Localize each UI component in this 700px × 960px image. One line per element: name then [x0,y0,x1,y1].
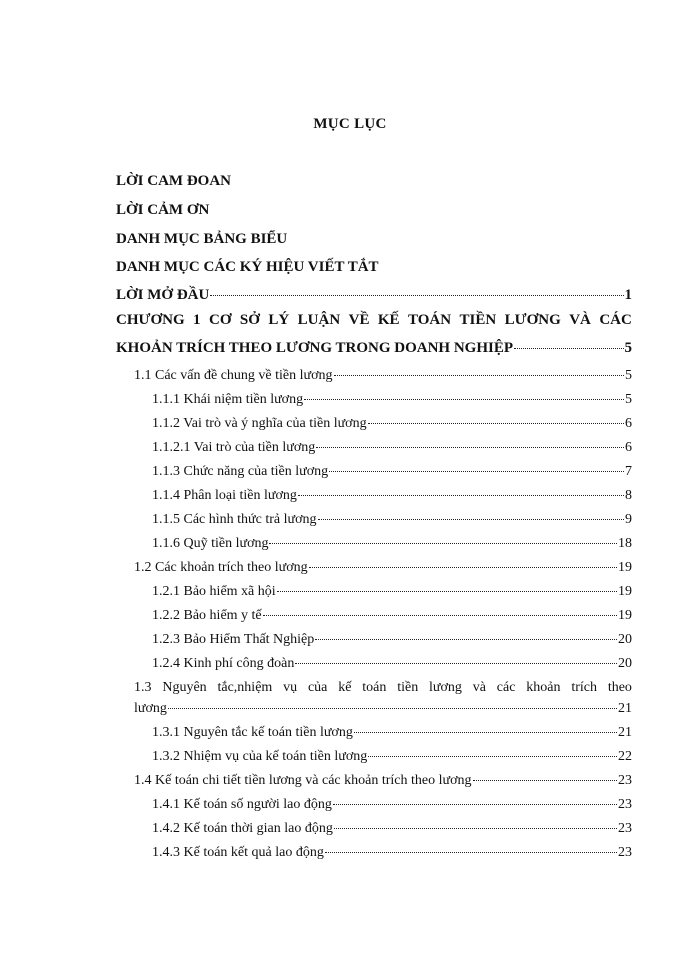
toc-title: MỤC LỤC [313,116,387,132]
toc-entry-page: 19 [618,584,632,599]
word: kế [338,680,352,695]
word: các [496,680,516,695]
toc-danh-muc-bang-bieu: DANH MỤC BẢNG BIỂU [116,231,288,247]
toc-entry-page: 20 [618,632,632,647]
toc-entry [152,414,632,434]
leader-dots [269,531,617,544]
toc-entry-page: 5 [625,392,632,407]
word: tắc,nhiệm [217,680,273,695]
word: tiền [397,680,419,695]
toc-entry [152,843,632,863]
toc-entry [134,558,632,578]
leader-dots [315,627,617,640]
toc-loi-cam-doan: LỜI CAM ĐOAN [116,173,231,189]
toc-entry-text: 1.4 Kế toán chi tiết tiền lương và các khoản trích theo lương [134,773,472,788]
toc-loi-cam-on: LỜI CẢM ƠN [116,202,210,218]
word: CƠ [208,312,232,328]
leader-dots [168,696,617,709]
leader-dots [210,283,623,296]
toc-entry-text: 1.2.4 Kinh phí công đoàn [152,656,295,671]
toc-entry [152,462,632,482]
toc-danh-muc-ky-hieu: DANH MỤC CÁC KÝ HIỆU VIẾT TẮT [116,259,379,275]
toc-entry [152,606,632,626]
toc-entry [152,486,632,506]
toc-entry-text: 1.1.3 Chức năng của tiền lương [152,464,329,479]
toc-entry-page: 18 [618,536,632,551]
word: TOÁN [408,312,452,328]
word: Nguyên [162,680,207,695]
leader-dots [318,507,625,520]
toc-entry-page: 6 [625,416,632,431]
word: TIỀN [459,312,497,328]
toc-entry-page: 22 [618,749,632,764]
toc-chuong1-line2 [116,338,632,358]
toc-entry-page: 19 [618,608,632,623]
toc-entry-page: 6 [625,440,632,455]
toc-chuong1-line1 [116,310,632,330]
toc-entry-text: 1.2 Các khoản trích theo lương [134,560,308,575]
toc-entry [152,390,632,410]
leader-dots [334,816,617,829]
toc-entry-text: lương [134,701,167,716]
leader-dots [473,768,618,781]
toc-entry-text: 1.1.2 Vai trò và ý nghĩa của tiền lương [152,416,367,431]
word: VÀ [569,312,591,328]
word: vụ [283,680,298,695]
toc-entry-page: 21 [618,701,632,716]
word: LUẬN [297,312,341,328]
toc-entry-text: 1.3.2 Nhiệm vụ của kế toán tiền lương [152,749,368,764]
toc-entry-page: 5 [625,368,632,383]
toc-entry [134,771,632,791]
leader-dots [304,387,624,400]
word: LƯƠNG [504,312,561,328]
leader-dots [316,435,624,448]
toc-sec13-line1 [134,678,632,698]
toc-entry-page: 23 [618,821,632,836]
leader-dots [277,579,617,592]
toc-entry [152,654,632,674]
word: SỞ [239,312,260,328]
toc-entry-text: 1.1.6 Quỹ tiền lương [152,536,269,551]
leader-dots [325,840,617,853]
leader-dots [298,483,624,496]
word: 1.3 [134,680,152,695]
word: 1 [193,312,201,328]
toc-entry [152,723,632,743]
toc-sec13-line2 [134,699,632,719]
word: theo [607,680,632,695]
toc-entry-text: 1.2.2 Bảo hiểm y tế [152,608,262,623]
toc-entry [152,795,632,815]
leader-dots [354,720,617,733]
word: của [307,680,328,695]
toc-entry-text: 1.3.1 Nguyên tắc kế toán tiền lương [152,725,353,740]
toc-entry-page: 21 [618,725,632,740]
word: lương [429,680,462,695]
word: khoản [526,680,561,695]
word: LÝ [268,312,290,328]
leader-dots [329,459,624,472]
toc-entry-text: 1.2.3 Bảo Hiểm Thất Nghiệp [152,632,315,647]
toc-entry [152,534,632,554]
toc-entry-page: 23 [618,845,632,860]
toc-entry [152,438,632,458]
toc-entry-page: 23 [618,797,632,812]
toc-entry-text: 1.1.1 Khái niệm tiền lương [152,392,304,407]
toc-entry-page: 23 [618,773,632,788]
toc-entry-page: 8 [625,488,632,503]
word: VỀ [348,312,370,328]
toc-entry [134,366,632,386]
toc-entry-text: 1.4.1 Kế toán số người lao động [152,797,332,812]
toc-entry-text: KHOẢN TRÍCH THEO LƯƠNG TRONG DOANH NGHIỆP [116,340,513,356]
word: CHƯƠNG [116,312,185,328]
leader-dots [309,555,617,568]
toc-entry-page: 20 [618,656,632,671]
toc-entry-text: 1.1.2.1 Vai trò của tiền lương [152,440,316,455]
word: CÁC [599,312,632,328]
toc-entry [152,819,632,839]
toc-entry-page: 9 [625,512,632,527]
toc-entry-page: 1 [624,287,632,303]
word: trích [571,680,597,695]
word: và [472,680,486,695]
leader-dots [514,336,624,349]
toc-entry [152,630,632,650]
toc-entry-text: LỜI MỞ ĐẦU [116,287,210,303]
toc-entry [152,582,632,602]
word: KẾ [377,312,400,328]
leader-dots [368,411,624,424]
toc-entry-page: 5 [624,340,632,356]
word: toán [362,680,387,695]
toc-entry-text: 1.2.1 Bảo hiểm xã hội [152,584,276,599]
toc-entry [152,510,632,530]
toc-entry-text: 1.4.3 Kế toán kết quả lao động [152,845,324,860]
toc-entry-page: 19 [618,560,632,575]
leader-dots [334,363,625,376]
toc-entry-text: 1.4.2 Kế toán thời gian lao động [152,821,333,836]
leader-dots [368,744,617,757]
toc-entry-loi-mo-dau [116,285,632,305]
leader-dots [263,603,617,616]
toc-entry-text: 1.1.5 Các hình thức trả lương [152,512,317,527]
leader-dots [333,792,617,805]
toc-entry-text: 1.1 Các vấn đề chung về tiền lương [134,368,333,383]
toc-entry-page: 7 [625,464,632,479]
toc-entry [152,747,632,767]
leader-dots [295,651,617,664]
toc-entry-text: 1.1.4 Phân loại tiền lương [152,488,297,503]
